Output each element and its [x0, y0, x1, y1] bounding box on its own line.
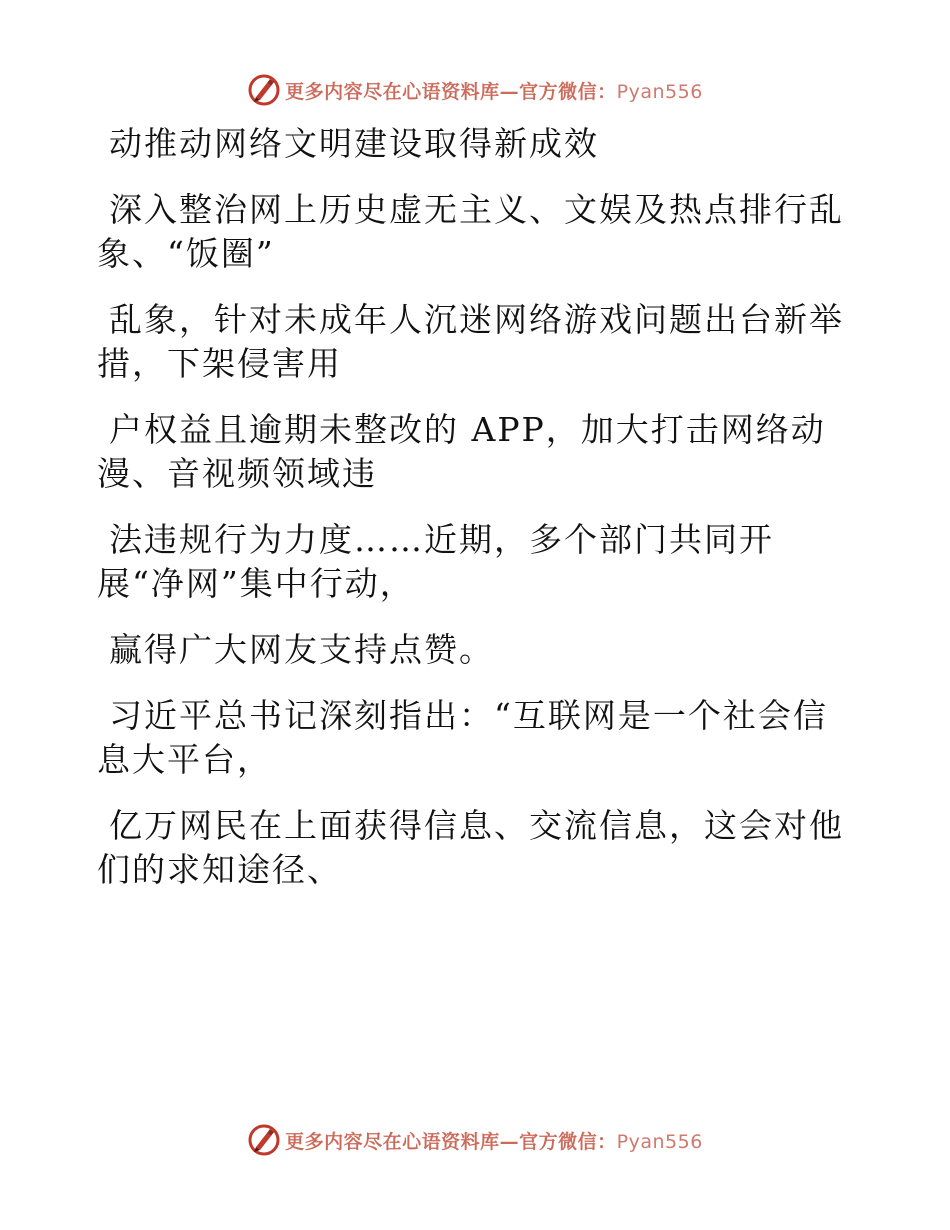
text-line: 户权益且逾期未整改的 APP，加大打击网络动 — [109, 410, 826, 449]
text-line: 们的求知途径、 — [97, 850, 342, 889]
watermark-text: 更多内容尽在心语资料库—官方微信：Pyan556 — [285, 1130, 703, 1153]
paragraph — [97, 628, 837, 672]
paragraph — [97, 804, 844, 892]
text-line: 习近平总书记深刻指出：“互联网是一个社会信 — [109, 696, 828, 735]
text-line: 措，下架侵害用 — [97, 344, 342, 383]
text-line: 漫、音视频领域违 — [97, 454, 377, 493]
header-watermark — [0, 70, 950, 110]
text-line: 动推动网络文明建设取得新成效 — [109, 124, 599, 163]
paragraph — [97, 298, 844, 386]
paragraph — [97, 408, 837, 496]
logo-icon — [247, 73, 281, 107]
text-line: 息大平台， — [97, 740, 272, 779]
watermark-text: 更多内容尽在心语资料库—官方微信：Pyan556 — [285, 80, 703, 103]
paragraph — [97, 694, 837, 782]
text-line: 赢得广大网友支持点赞。 — [109, 630, 494, 669]
text-line: 展“净网”集中行动， — [97, 564, 415, 603]
paragraph — [97, 518, 837, 606]
text-line: 法违规行为力度……近期，多个部门共同开 — [109, 520, 774, 559]
paragraph — [97, 122, 837, 166]
text-line: 象、“饭圈” — [97, 234, 275, 273]
document-body — [97, 122, 844, 914]
paragraph — [97, 188, 844, 276]
text-line: 深入整治网上历史虚无主义、文娱及热点排行乱 — [109, 190, 844, 229]
text-line: 亿万网民在上面获得信息、交流信息，这会对他 — [109, 806, 844, 845]
logo-icon — [247, 1123, 281, 1157]
footer-watermark — [0, 1120, 950, 1160]
text-line: 乱象，针对未成年人沉迷网络游戏问题出台新举 — [109, 300, 844, 339]
